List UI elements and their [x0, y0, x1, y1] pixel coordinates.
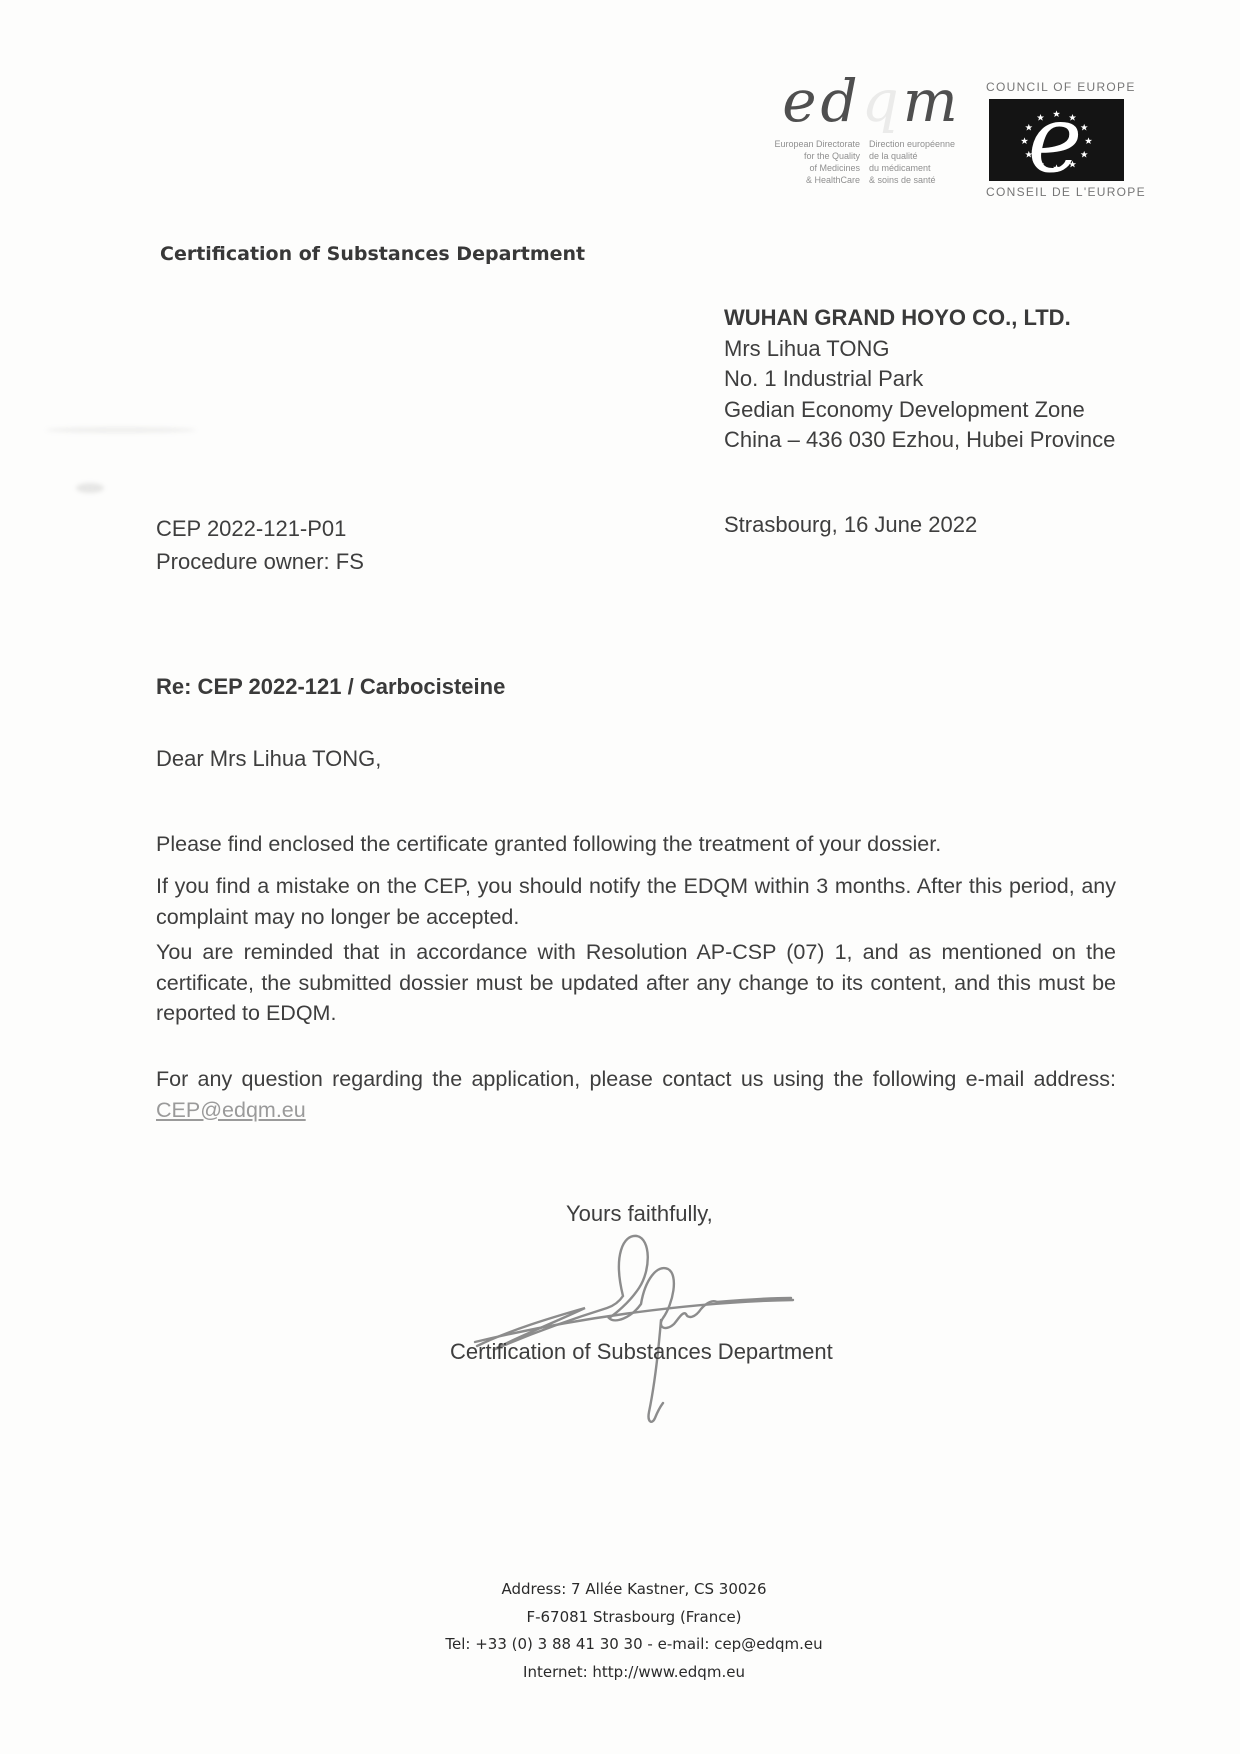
edqm-logo	[762, 67, 982, 186]
footer-internet-line: Internet: http://www.edqm.eu	[523, 1662, 745, 1681]
recipient-company: WUHAN GRAND HOYO CO., LTD.	[724, 305, 1071, 330]
paragraph-contact-text: For any question regarding the application, please contact us using the following e-mail address:	[156, 1067, 1116, 1091]
footer-tel-email-line: Tel: +33 (0) 3 88 41 30 30 - e-mail: cep@edqm.eu	[445, 1635, 823, 1653]
recipient-address-block	[724, 303, 1115, 456]
footer-address-line: Address: 7 Allée Kastner, CS 30026	[501, 1580, 767, 1598]
recipient-address-line: Gedian Economy Development Zone	[724, 396, 1085, 422]
tagline-fr: Direction européenne	[869, 139, 956, 149]
date-line: Strasbourg, 16 June 2022	[724, 512, 978, 537]
emblem-e-glyph: e	[1027, 99, 1083, 181]
paragraph-mistake-notice: If you find a mistake on the CEP, you should notify the EDQM within 3 months. After this period, any complaint may no longer be accepted.	[156, 874, 1116, 929]
recipient-address-line: China – 436 030 Ezhou, Hubei Province	[724, 427, 1116, 452]
tagline-en: for the Quality	[803, 151, 860, 161]
department-heading: Certification of Substances Department	[160, 243, 586, 265]
scan-smudge	[46, 427, 196, 433]
tagline-en: of Medicines	[809, 163, 860, 173]
council-of-europe-emblem-icon	[989, 99, 1124, 181]
paragraph-resolution-reminder: You are reminded that in accordance with Resolution AP-CSP (07) 1, and as mentioned on the certificate, the submitted dossier must be updated after any change to its content, and this must be reported to EDQM.	[156, 940, 1116, 1025]
paragraph-enclosed-certificate: Please find enclosed the certificate granted following the treatment of your dossier.	[156, 832, 942, 856]
signer-title: Certification of Substances Department	[450, 1339, 833, 1364]
recipient-address-line: No. 1 Industrial Park	[724, 366, 924, 391]
council-of-europe-label-en: COUNCIL OF EUROPE	[986, 80, 1136, 94]
footer	[14, 1576, 1240, 1686]
email-link[interactable]: CEP@edqm.eu	[156, 1097, 306, 1122]
tagline-fr: du médicament	[869, 163, 931, 173]
tagline-fr: & soins de santé	[869, 175, 936, 185]
tagline-en: & HealthCare	[805, 175, 860, 185]
paragraph-contact	[156, 1064, 1116, 1125]
signature-image	[455, 1226, 795, 1431]
tagline-fr: de la qualité	[869, 151, 918, 161]
edqm-script-ed: ed	[782, 67, 862, 135]
edqm-tagline	[762, 138, 982, 186]
recipient-contact: Mrs Lihua TONG	[724, 335, 890, 361]
scan-smudge	[76, 483, 104, 493]
edqm-logo-script	[762, 67, 982, 135]
salutation: Dear Mrs Lihua TONG,	[156, 746, 382, 771]
reference-block	[156, 512, 364, 578]
edqm-script-q: q	[861, 67, 903, 135]
council-of-europe-logo	[986, 80, 1146, 199]
footer-city-line: F-67081 Strasbourg (France)	[526, 1607, 742, 1626]
subject-line: Re: CEP 2022-121 / Carbocisteine	[156, 674, 506, 699]
council-of-europe-label-fr: CONSEIL DE L'EUROPE	[986, 185, 1146, 199]
edqm-script-m: m	[902, 67, 962, 135]
valediction: Yours faithfully,	[566, 1201, 713, 1226]
cep-reference: CEP 2022-121-P01	[156, 516, 347, 541]
tagline-en: European Directorate	[774, 139, 860, 149]
procedure-owner: Procedure owner: FS	[156, 549, 364, 574]
